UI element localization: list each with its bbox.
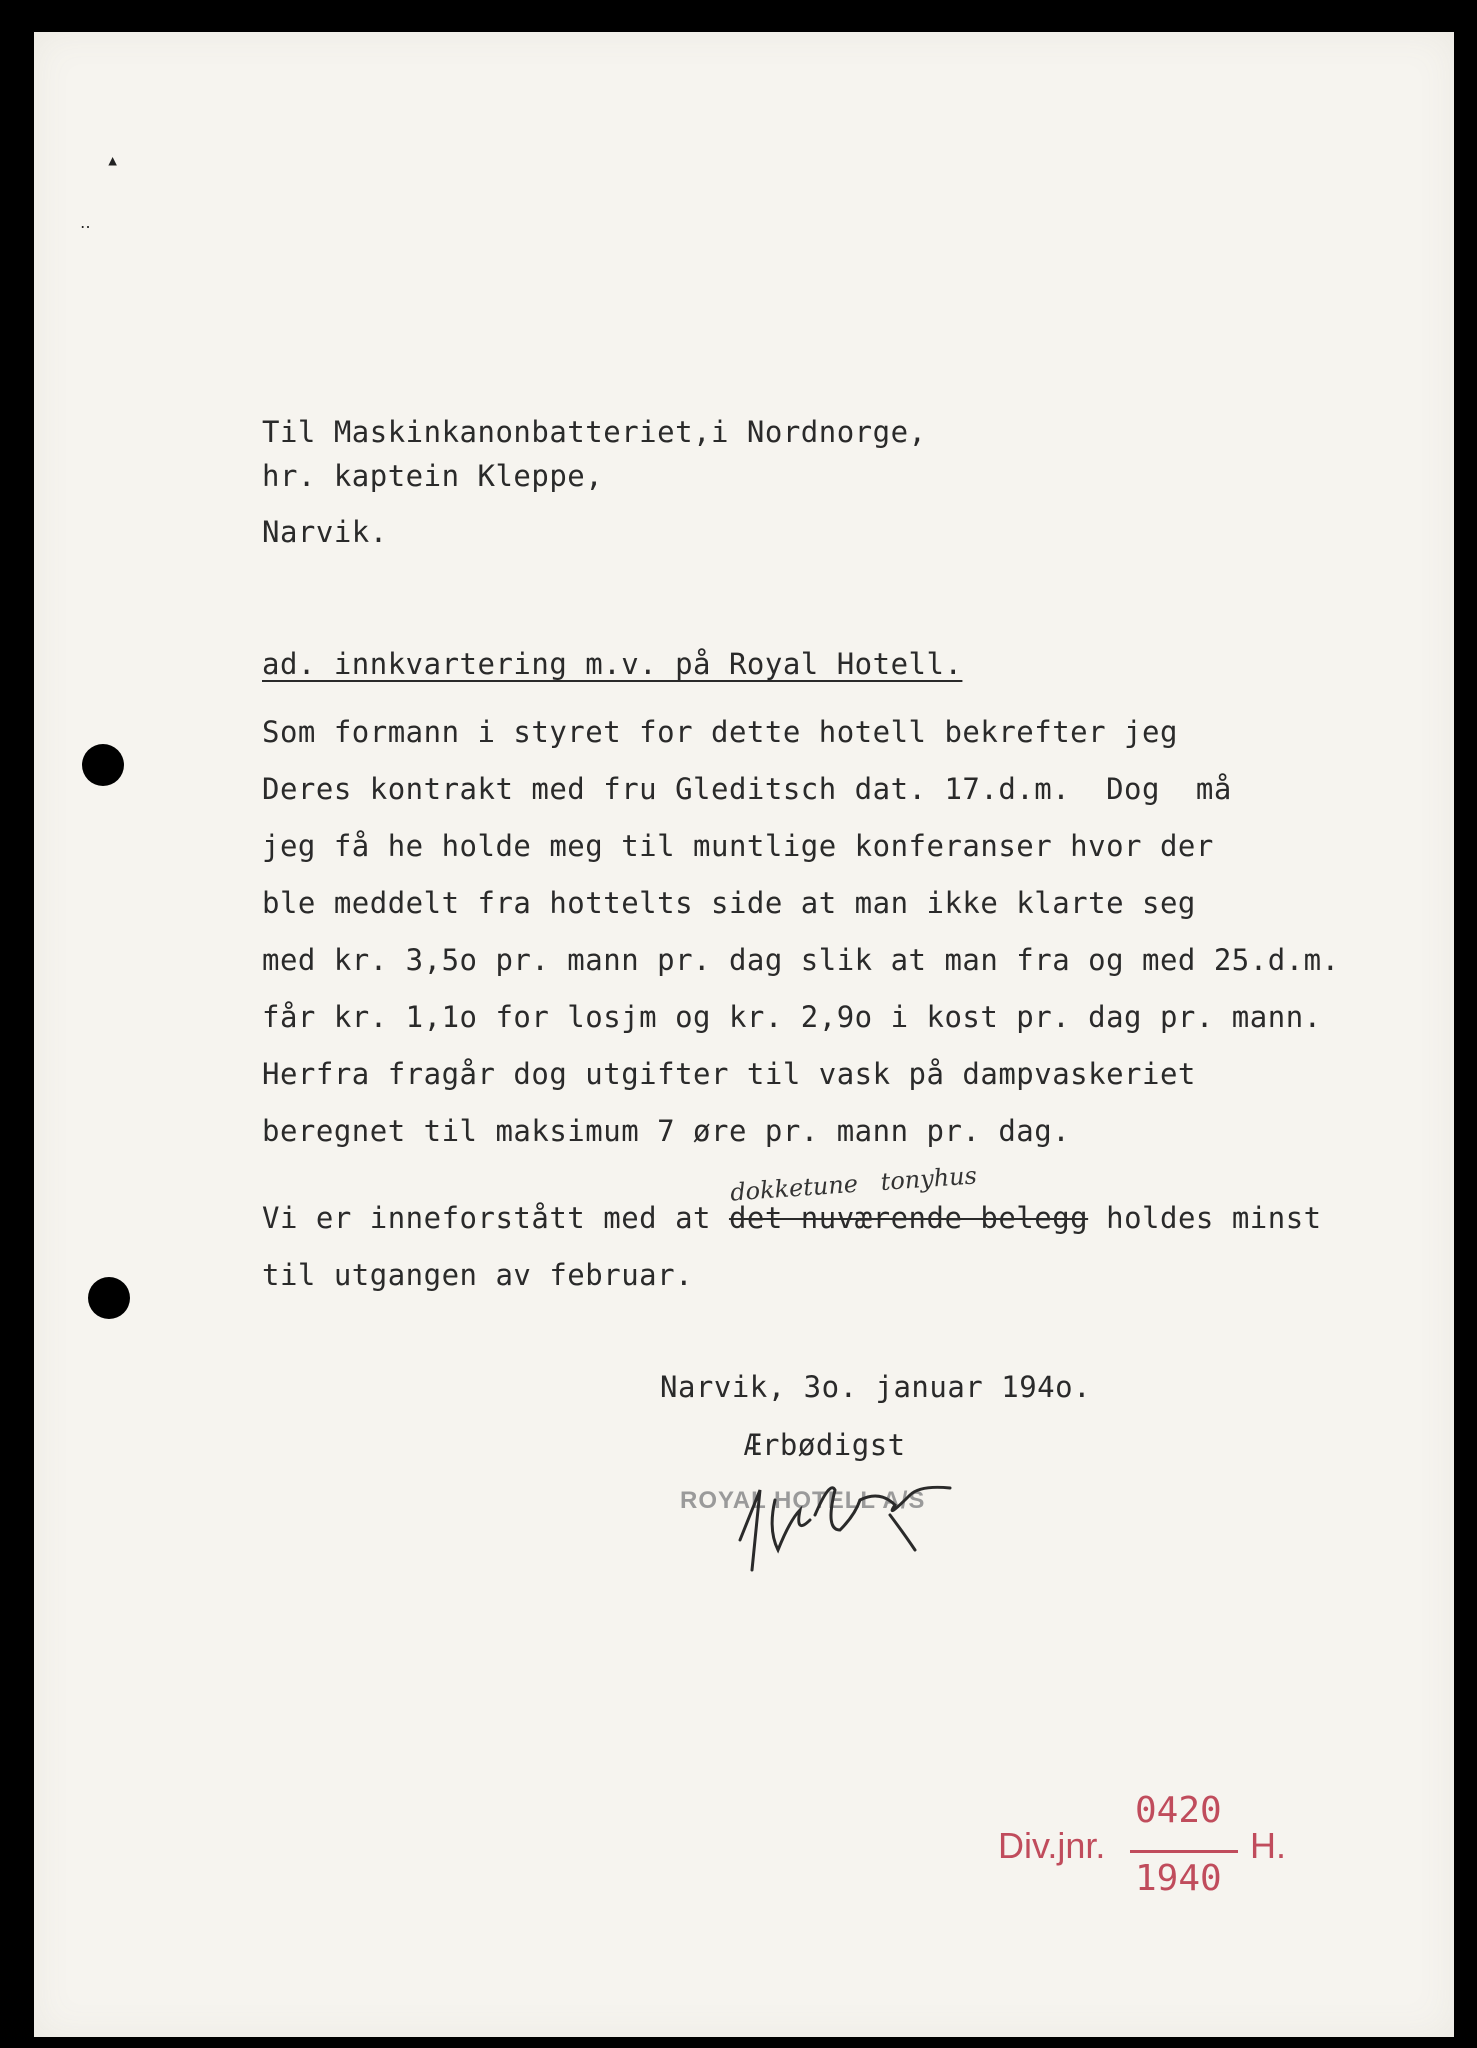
signature <box>720 1460 980 1580</box>
registration-number: 0420 <box>1135 1790 1222 1831</box>
closing-line-1 <box>262 1201 1322 1235</box>
registration-prefix: Div.jnr. <box>998 1825 1106 1866</box>
closing-prefix: Vi er inneforstått med at <box>262 1201 729 1235</box>
address-line-2: hr. kaptein Kleppe, <box>262 459 604 493</box>
body-line: Herfra fragår dog utgifter til vask på dampvaskeriet <box>262 1057 1196 1091</box>
address-line-1: Til Maskinkanonbatteriet,i Nordnorge, <box>262 415 927 449</box>
address-line-3: Narvik. <box>262 515 388 549</box>
letter-page <box>34 32 1454 2037</box>
punch-hole-top <box>82 744 124 786</box>
body-line: Deres kontrakt med fru Gleditsch dat. 17.d.m. Dog må <box>262 772 1232 806</box>
dateline: Narvik, 3o. januar 194o. <box>660 1370 1092 1404</box>
address-block <box>262 415 927 551</box>
struck-text: det nuværende belegg <box>728 1201 1089 1235</box>
salutation: Ærbødigst <box>744 1428 906 1462</box>
body-line: ble meddelt fra hottelts side at man ikke klarte seg <box>262 886 1196 920</box>
hotel-stamp: ROYAL HOTELL A/S <box>680 1487 926 1514</box>
registration-year: 1940 <box>1135 1858 1222 1899</box>
body-line: jeg få he holde meg til muntlige konferanser hvor der <box>262 829 1214 863</box>
body-line: beregnet til maksimum 7 øre pr. mann pr. dag. <box>262 1114 1071 1148</box>
ink-speck: ▴ <box>106 148 120 173</box>
body-line: med kr. 3,5o pr. mann pr. dag slik at man fra og med 25.d.m. <box>262 943 1340 977</box>
closing-suffix: holdes minst <box>1088 1201 1322 1235</box>
ink-speck: ‥ <box>80 213 91 232</box>
registration-divider <box>1130 1850 1238 1853</box>
signature-drawing <box>720 1460 980 1580</box>
registration-suffix: H. <box>1250 1825 1286 1866</box>
punch-hole-bottom <box>88 1277 130 1319</box>
closing-line-2: til utgangen av februar. <box>262 1258 694 1292</box>
body-line: får kr. 1,1o for losjm og kr. 2,9o i kost pr. dag pr. mann. <box>262 1000 1322 1034</box>
closing-paragraph <box>262 1201 1322 1303</box>
handwritten-insertion: dokketune tonyhus <box>729 1161 978 1207</box>
subject-line: ad. innkvartering m.v. på Royal Hotell. <box>262 647 963 681</box>
body-line: Som formann i styret for dette hotell bekrefter jeg <box>262 715 1178 749</box>
body-paragraph <box>262 715 1340 1148</box>
